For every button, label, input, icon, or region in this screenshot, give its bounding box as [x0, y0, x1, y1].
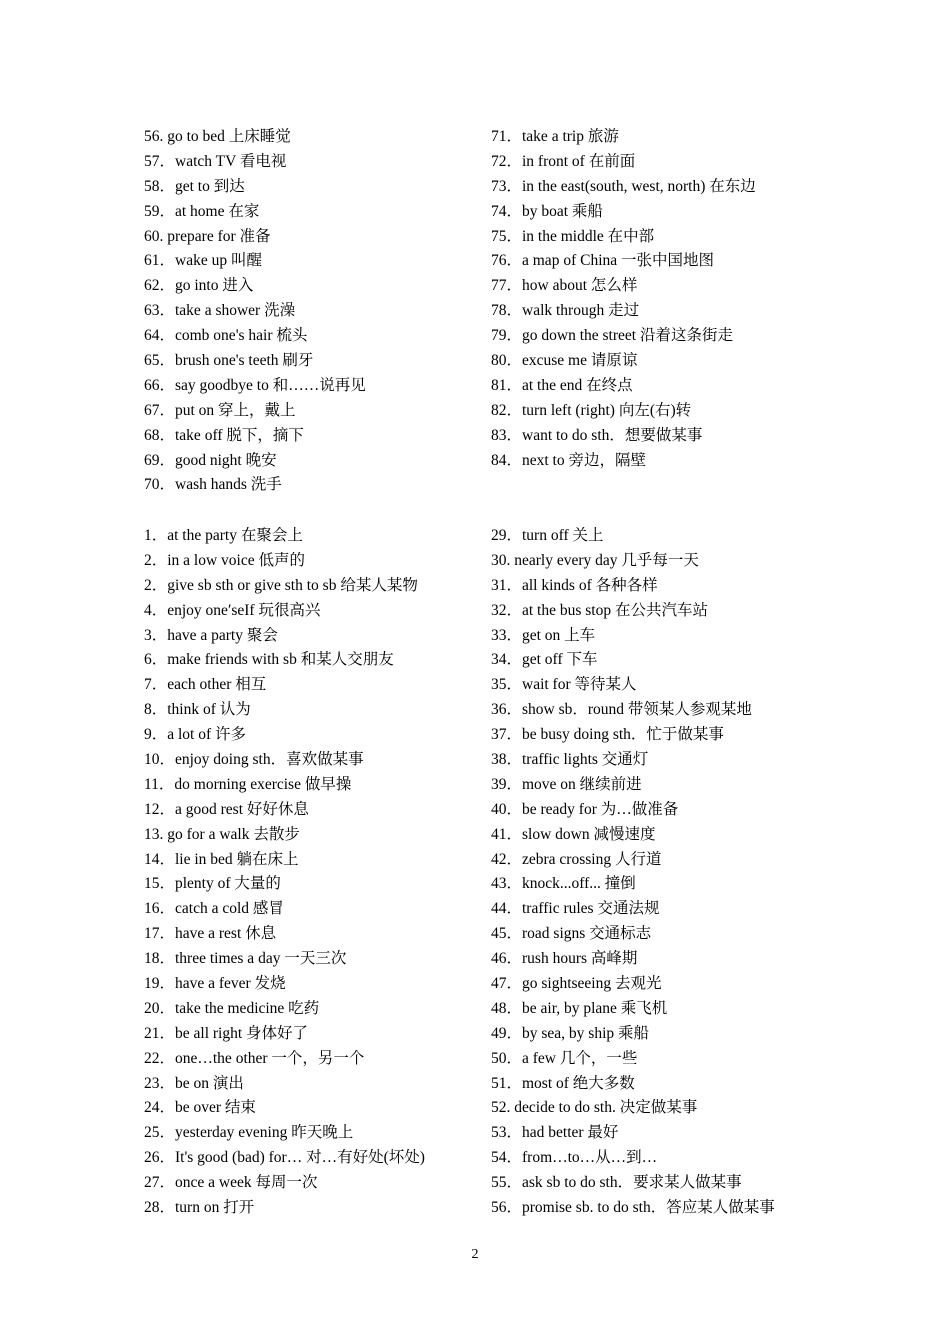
vocab-entry: 45．road signs 交通标志 — [491, 925, 652, 943]
vocab-entry: 1．at the party 在聚会上 — [144, 527, 303, 544]
vocab-entry: 79．go down the street 沿着这条街走 — [491, 327, 733, 345]
vocab-entry: 55．ask sb to do sth．要求某人做某事 — [491, 1174, 742, 1192]
vocab-entry: 65．brush one's teeth 刷牙 — [144, 352, 314, 370]
vocab-entry: 3．have a party 聚会 — [144, 626, 278, 644]
vocab-entry: 27．once a week 每周一次 — [144, 1174, 318, 1192]
vocab-entry: 11．do morning exercise 做早操 — [144, 775, 352, 793]
top-right-column — [491, 125, 841, 473]
vocab-entry: 17．have a rest 休息 — [144, 925, 277, 943]
vocab-entry: 37．be busy doing sth．忙于做某事 — [491, 726, 724, 744]
vocab-entry: 62．go into 进入 — [144, 277, 254, 295]
vocab-entry: 75．in the middle 在中部 — [491, 227, 655, 245]
vocab-entry: 72．in front of 在前面 — [491, 152, 636, 170]
vocab-entry: 38．traffic lights 交通灯 — [491, 751, 649, 769]
vocab-entry: 13. go for a walk 去散步 — [144, 825, 300, 843]
vocab-entry: 66．say goodbye to 和……说再见 — [144, 376, 366, 394]
vocab-entry: 44．traffic rules 交通法规 — [491, 900, 660, 918]
vocab-entry: 56．promise sb. to do sth．答应某人做某事 — [491, 1199, 775, 1217]
top-left-column — [144, 125, 494, 498]
vocab-entry: 41．slow down 减慢速度 — [491, 825, 656, 843]
vocab-entry: 20．take the medicine 吃药 — [144, 999, 320, 1017]
vocab-entry: 30. nearly every day 几乎每一天 — [491, 551, 699, 569]
vocab-entry: 12．a good rest 好好休息 — [144, 800, 309, 818]
vocab-entry: 71．take a trip 旅游 — [491, 128, 619, 145]
vocab-entry: 42．zebra crossing 人行道 — [491, 850, 662, 868]
vocab-entry: 26．It's good (bad) for… 对…有好处(坏处) — [144, 1149, 425, 1167]
vocab-entry: 40．be ready for 为…做准备 — [491, 800, 679, 818]
vocab-entry: 6．make friends with sb 和某人交朋友 — [144, 651, 394, 669]
vocab-entry: 18．three times a day 一天三次 — [144, 950, 347, 968]
vocab-entry: 61．wake up 叫醒 — [144, 252, 262, 270]
vocab-entry: 82．turn left (right) 向左(右)转 — [491, 401, 692, 419]
vocab-entry: 57．watch TV 看电视 — [144, 152, 287, 170]
vocab-entry: 80．excuse me 请原谅 — [491, 352, 638, 370]
vocab-entry: 76．a map of China 一张中国地图 — [491, 252, 715, 270]
vocab-entry: 33．get on 上车 — [491, 626, 596, 644]
vocab-entry: 51．most of 绝大多数 — [491, 1074, 635, 1092]
vocab-entry: 58．get to 到达 — [144, 177, 245, 195]
vocab-entry: 52. decide to do sth. 决定做某事 — [491, 1099, 698, 1117]
vocab-entry: 73．in the east(south, west, north) 在东边 — [491, 177, 756, 195]
vocab-entry: 25．yesterday evening 昨天晚上 — [144, 1124, 354, 1142]
vocab-entry: 53．had better 最好 — [491, 1124, 619, 1142]
vocab-entry: 50．a few 几个，一些 — [491, 1049, 638, 1067]
vocab-entry: 83．want to do sth．想要做某事 — [491, 426, 703, 444]
vocab-entry: 22．one…the other 一个，另一个 — [144, 1049, 365, 1067]
vocab-entry: 28．turn on 打开 — [144, 1199, 255, 1217]
vocab-entry: 46．rush hours 高峰期 — [491, 950, 638, 968]
vocab-entry: 59．at home 在家 — [144, 202, 260, 220]
vocab-entry: 36．show sb．round 带领某人参观某地 — [491, 701, 752, 719]
vocab-entry: 84．next to 旁边，隔壁 — [491, 451, 646, 469]
vocab-entry: 64．comb one's hair 梳头 — [144, 327, 308, 345]
vocab-entry: 60. prepare for 准备 — [144, 227, 271, 245]
vocab-entry: 49．by sea, by ship 乘船 — [491, 1024, 650, 1042]
bottom-left-column — [144, 524, 494, 1221]
vocab-entry: 78．walk through 走过 — [491, 302, 640, 320]
vocab-entry: 7．each other 相互 — [144, 676, 267, 694]
vocab-entry: 23．be on 演出 — [144, 1074, 244, 1092]
vocab-entry: 16．catch a cold 感冒 — [144, 900, 284, 918]
vocab-entry: 77．how about 怎么样 — [491, 277, 638, 295]
vocab-entry: 70．wash hands 洗手 — [144, 476, 282, 494]
vocab-entry: 54．from…to…从…到… — [491, 1149, 658, 1167]
vocab-entry: 81．at the end 在终点 — [491, 376, 633, 394]
vocab-entry: 15．plenty of 大量的 — [144, 875, 281, 893]
vocab-entry: 2．in a low voice 低声的 — [144, 551, 306, 569]
vocab-entry: 63．take a shower 洗澡 — [144, 302, 296, 320]
vocab-entry: 8．think of 认为 — [144, 701, 251, 719]
vocab-entry: 69．good night 晚安 — [144, 451, 277, 469]
vocab-entry: 24．be over 结束 — [144, 1099, 256, 1117]
vocab-entry: 43．knock...off... 撞倒 — [491, 875, 636, 893]
vocab-entry: 14．lie in bed 躺在床上 — [144, 850, 299, 868]
vocab-entry: 32．at the bus stop 在公共汽车站 — [491, 601, 708, 619]
vocab-entry: 48．be air, by plane 乘飞机 — [491, 999, 668, 1017]
vocab-entry: 29．turn off 关上 — [491, 527, 604, 544]
vocab-entry: 9．a lot of 许多 — [144, 726, 247, 744]
vocab-entry: 31．all kinds of 各种各样 — [491, 576, 658, 594]
vocab-entry: 35．wait for 等待某人 — [491, 676, 637, 694]
bottom-right-column — [491, 524, 841, 1221]
vocab-entry: 34．get off 下车 — [491, 651, 598, 669]
vocab-entry: 56. go to bed 上床睡觉 — [144, 128, 291, 145]
vocab-entry: 19．have a fever 发烧 — [144, 975, 286, 993]
page-number: 2 — [471, 1247, 479, 1262]
vocab-entry: 10．enjoy doing sth．喜欢做某事 — [144, 751, 364, 769]
vocab-entry: 74．by boat 乘船 — [491, 202, 603, 220]
vocab-entry: 67．put on 穿上，戴上 — [144, 401, 296, 419]
vocab-entry: 2．give sb sth or give sth to sb 给某人某物 — [144, 576, 418, 594]
vocab-entry: 21．be all right 身体好了 — [144, 1024, 309, 1042]
vocab-entry: 4．enjoy one′seIf 玩很高兴 — [144, 601, 321, 619]
vocab-entry: 68．take off 脱下，摘下 — [144, 426, 304, 444]
vocab-entry: 39．move on 继续前进 — [491, 775, 642, 793]
vocab-entry: 47．go sightseeing 去观光 — [491, 975, 662, 993]
